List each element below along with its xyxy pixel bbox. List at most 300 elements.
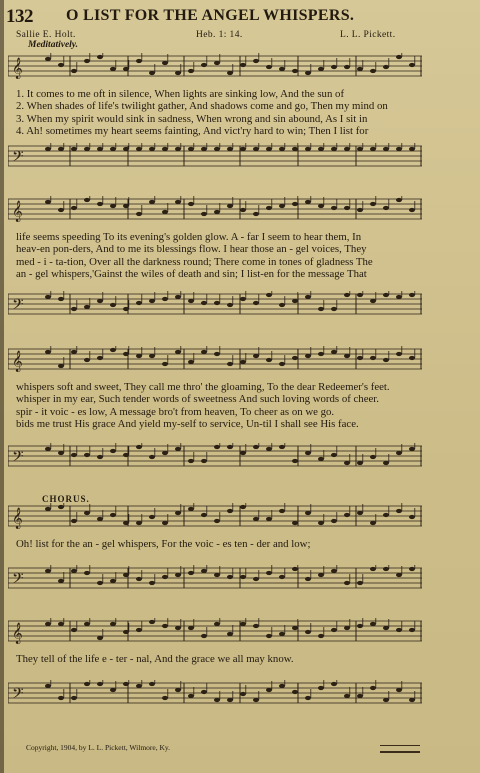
note-head (162, 451, 168, 455)
note-head (240, 297, 246, 301)
note-head (227, 204, 233, 208)
note-head (214, 445, 220, 449)
note-head (357, 208, 363, 212)
note-head (409, 293, 415, 297)
note-head (409, 63, 415, 67)
note-head (45, 622, 51, 626)
note-head (45, 350, 51, 354)
note-head (110, 67, 116, 71)
note-head (110, 204, 116, 208)
note-head (344, 354, 350, 358)
note-head (227, 147, 233, 151)
note-head (318, 307, 324, 311)
note-head (409, 567, 415, 571)
note-head (383, 698, 389, 702)
note-head (71, 628, 77, 632)
note-head (344, 694, 350, 698)
lyric-line: spir - it voic - es low, A message bro't from heaven, To cheer as on we go. (16, 405, 335, 418)
note-head (175, 573, 181, 577)
note-head (175, 147, 181, 151)
note-head (97, 581, 103, 585)
note-head (396, 295, 402, 299)
note-head (266, 147, 272, 151)
lyric-line: whisper in my ear, Such tender words of sweetness And such loving words of cheer. (16, 393, 379, 406)
note-head (266, 571, 272, 575)
clef-icon: 𝄞 (12, 508, 23, 529)
note-head (292, 202, 298, 206)
verse-lyrics-block-3 (16, 381, 421, 431)
note-head (110, 147, 116, 151)
note-head (305, 354, 311, 358)
lyricist-credit: Sallie E. Holt. (16, 30, 76, 40)
note-head (331, 519, 337, 523)
composer-credit: L. L. Pickett. (340, 30, 396, 40)
copyright-notice: Copyright, 1904, by L. L. Pickett, Wilmore, Ky. (26, 743, 171, 752)
note-head (305, 147, 311, 151)
note-head (396, 55, 402, 59)
note-head (318, 573, 324, 577)
note-head (370, 299, 376, 303)
note-head (175, 447, 181, 451)
bass-staff (8, 443, 422, 469)
note-head (331, 206, 337, 210)
note-head (188, 626, 194, 630)
bass-staff (8, 680, 422, 706)
note-head (240, 622, 246, 626)
note-head (123, 67, 129, 71)
note-head (279, 509, 285, 513)
note-head (123, 682, 129, 686)
note-head (292, 356, 298, 360)
note-head (58, 505, 64, 509)
lyric-line: an - gel whispers,'Gainst the wiles of death and sin; I list-en for the message That (16, 268, 367, 281)
note-head (71, 69, 77, 73)
clef-icon: 𝄞 (12, 351, 23, 372)
bass-staff (8, 565, 422, 591)
note-head (240, 147, 246, 151)
note-head (279, 67, 285, 71)
note-head (175, 511, 181, 515)
note-head (45, 507, 51, 511)
note-head (188, 571, 194, 575)
note-head (214, 61, 220, 65)
note-head (84, 571, 90, 575)
note-head (383, 65, 389, 69)
note-head (318, 352, 324, 356)
note-head (409, 208, 415, 212)
treble-staff (8, 346, 422, 372)
note-head (214, 519, 220, 523)
note-head (84, 305, 90, 309)
note-head (292, 690, 298, 694)
note-head (58, 364, 64, 368)
note-head (318, 67, 324, 71)
note-head (396, 352, 402, 356)
note-head (110, 303, 116, 307)
note-head (58, 297, 64, 301)
hymn-title: O LIST FOR THE ANGEL WHISPERS. (66, 7, 355, 24)
note-head (331, 569, 337, 573)
note-head (370, 356, 376, 360)
note-head (344, 581, 350, 585)
note-head (45, 569, 51, 573)
note-head (292, 626, 298, 630)
note-head (279, 445, 285, 449)
note-head (240, 692, 246, 696)
note-head (175, 350, 181, 354)
chorus-label: CHORUS. (42, 494, 90, 504)
note-head (149, 455, 155, 459)
note-head (84, 622, 90, 626)
note-head (266, 517, 272, 521)
note-head (45, 447, 51, 451)
note-head (84, 453, 90, 457)
note-head (188, 299, 194, 303)
note-head (331, 307, 337, 311)
note-head (227, 303, 233, 307)
note-head (149, 200, 155, 204)
note-head (383, 626, 389, 630)
note-head (253, 445, 259, 449)
note-head (344, 626, 350, 630)
note-head (318, 521, 324, 525)
clef-icon: 𝄢 (12, 570, 24, 591)
note-head (253, 517, 259, 521)
note-head (97, 517, 103, 521)
note-head (253, 698, 259, 702)
clef-icon: 𝄢 (12, 148, 24, 169)
note-head (227, 71, 233, 75)
note-head (253, 212, 259, 216)
note-head (201, 569, 207, 573)
note-head (136, 59, 142, 63)
note-head (136, 577, 142, 581)
note-head (136, 147, 142, 151)
note-head (58, 208, 64, 212)
bass-staff (8, 143, 422, 169)
note-head (162, 696, 168, 700)
note-head (409, 356, 415, 360)
note-head (253, 577, 259, 581)
note-head (162, 521, 168, 525)
note-head (175, 200, 181, 204)
note-head (214, 147, 220, 151)
note-head (58, 147, 64, 151)
note-head (357, 356, 363, 360)
note-head (409, 447, 415, 451)
note-head (214, 210, 220, 214)
note-head (45, 684, 51, 688)
note-head (409, 515, 415, 519)
clef-icon: 𝄢 (12, 685, 24, 706)
note-head (214, 301, 220, 305)
note-head (188, 360, 194, 364)
chorus-lyric-line: They tell of the life e - ter - nal, And the grace we all may know. (16, 653, 294, 665)
note-head (123, 352, 129, 356)
note-head (357, 461, 363, 465)
note-head (123, 573, 129, 577)
note-head (188, 507, 194, 511)
note-head (344, 293, 350, 297)
note-head (331, 65, 337, 69)
note-head (136, 628, 142, 632)
note-head (162, 147, 168, 151)
note-head (396, 573, 402, 577)
lyric-line: 2. When shades of life's twilight gather, And shadows come and go, Then my mind on (16, 100, 388, 113)
note-head (396, 451, 402, 455)
verse-lyrics-block-2 (16, 231, 421, 281)
note-head (266, 293, 272, 297)
note-head (97, 682, 103, 686)
note-head (58, 63, 64, 67)
note-head (162, 575, 168, 579)
note-head (253, 624, 259, 628)
note-head (331, 682, 337, 686)
lyric-line: 3. When my spirit would sink in sadness, When wrong and sin abound, As I sit in (16, 112, 368, 125)
note-head (305, 696, 311, 700)
note-head (84, 59, 90, 63)
note-head (344, 206, 350, 210)
note-head (97, 455, 103, 459)
lyric-line: bids me trust His grace And yield my-self to service, Un-til I shall see His face. (16, 418, 359, 431)
note-head (110, 348, 116, 352)
note-head (279, 362, 285, 366)
note-head (396, 628, 402, 632)
note-head (305, 511, 311, 515)
note-head (175, 688, 181, 692)
note-head (214, 573, 220, 577)
note-head (383, 461, 389, 465)
note-head (110, 579, 116, 583)
page-edge (0, 0, 4, 773)
note-head (344, 461, 350, 465)
verse-lyrics-block-1 (16, 88, 421, 138)
note-head (227, 362, 233, 366)
note-head (266, 634, 272, 638)
note-head (149, 71, 155, 75)
note-head (110, 688, 116, 692)
note-head (162, 210, 168, 214)
note-head (136, 212, 142, 216)
note-head (357, 293, 363, 297)
note-head (162, 297, 168, 301)
note-head (357, 147, 363, 151)
clef-icon: 𝄞 (12, 201, 23, 222)
hymn-number: 132 (6, 6, 33, 27)
note-head (97, 55, 103, 59)
note-head (331, 628, 337, 632)
note-head (58, 451, 64, 455)
lyric-line: whispers soft and sweet, They call me thro' the gloaming, To the dear Redeemer's feet. (16, 381, 390, 393)
note-head (175, 626, 181, 630)
note-head (409, 147, 415, 151)
note-head (370, 521, 376, 525)
note-head (383, 358, 389, 362)
clef-icon: 𝄞 (12, 623, 23, 644)
note-head (188, 147, 194, 151)
note-head (344, 65, 350, 69)
note-head (84, 198, 90, 202)
treble-staff (8, 53, 422, 79)
note-head (227, 509, 233, 513)
note-head (175, 71, 181, 75)
note-head (110, 513, 116, 517)
note-head (71, 569, 77, 573)
note-head (279, 632, 285, 636)
note-head (279, 575, 285, 579)
note-head (201, 350, 207, 354)
note-head (45, 147, 51, 151)
clef-icon: 𝄢 (12, 296, 24, 317)
note-head (383, 206, 389, 210)
note-head (344, 513, 350, 517)
note-head (305, 577, 311, 581)
note-head (71, 206, 77, 210)
note-head (279, 147, 285, 151)
note-head (409, 698, 415, 702)
note-head (396, 198, 402, 202)
note-head (305, 630, 311, 634)
chorus-lyric-line: Oh! list for the an - gel whispers, For the voic - es ten - der and low; (16, 538, 311, 550)
note-head (227, 575, 233, 579)
note-head (136, 354, 142, 358)
note-head (279, 684, 285, 688)
note-head (292, 147, 298, 151)
note-head (123, 307, 129, 311)
note-head (97, 299, 103, 303)
tempo-marking: Meditatively. (28, 40, 79, 50)
note-head (396, 688, 402, 692)
note-head (188, 694, 194, 698)
note-head (396, 147, 402, 151)
lyric-line: 4. Ah! sometimes my heart seems fainting, And vict'ry hard to win; Then I list for (16, 125, 369, 138)
note-head (344, 147, 350, 151)
note-head (201, 513, 207, 517)
lyric-line: heav-en pon-ders, And to me its blessings flow. I hear those an - gel voices, They (16, 243, 367, 256)
lyric-line: life seems speeding To its evening's golden glow. A - far I seem to hear them, In (16, 231, 362, 243)
note-head (279, 204, 285, 208)
note-head (188, 202, 194, 206)
note-head (97, 636, 103, 640)
note-head (84, 511, 90, 515)
note-head (318, 457, 324, 461)
note-head (370, 686, 376, 690)
note-head (370, 455, 376, 459)
note-head (383, 147, 389, 151)
note-head (136, 301, 142, 305)
note-head (175, 295, 181, 299)
note-head (123, 204, 129, 208)
note-head (136, 521, 142, 525)
bass-staff (8, 291, 422, 317)
note-head (240, 360, 246, 364)
note-head (227, 698, 233, 702)
note-head (149, 354, 155, 358)
note-head (383, 567, 389, 571)
note-head (123, 521, 129, 525)
note-head (357, 624, 363, 628)
note-head (318, 204, 324, 208)
note-head (71, 307, 77, 311)
note-head (149, 620, 155, 624)
lyric-line: 1. It comes to me oft in silence, When lights are sinking low, And the sun of (16, 88, 345, 100)
note-head (370, 147, 376, 151)
note-head (84, 147, 90, 151)
note-head (357, 511, 363, 515)
note-head (71, 350, 77, 354)
note-head (110, 622, 116, 626)
note-head (58, 579, 64, 583)
note-head (149, 682, 155, 686)
note-head (292, 299, 298, 303)
note-head (240, 208, 246, 212)
note-head (162, 624, 168, 628)
note-head (318, 686, 324, 690)
note-head (201, 459, 207, 463)
note-head (383, 513, 389, 517)
note-head (292, 459, 298, 463)
note-head (136, 445, 142, 449)
note-head (188, 459, 194, 463)
note-head (318, 634, 324, 638)
note-head (266, 447, 272, 451)
note-head (123, 453, 129, 457)
treble-staff (8, 618, 422, 644)
note-head (370, 622, 376, 626)
note-head (253, 354, 259, 358)
note-head (331, 453, 337, 457)
note-head (292, 69, 298, 73)
note-head (71, 147, 77, 151)
note-head (227, 632, 233, 636)
note-head (370, 69, 376, 73)
note-head (45, 295, 51, 299)
note-head (305, 451, 311, 455)
clef-icon: 𝄢 (12, 448, 24, 469)
note-head (253, 147, 259, 151)
note-head (240, 451, 246, 455)
note-head (370, 567, 376, 571)
note-head (383, 293, 389, 297)
note-head (136, 684, 142, 688)
note-head (84, 358, 90, 362)
note-head (253, 301, 259, 305)
note-head (370, 202, 376, 206)
note-head (71, 696, 77, 700)
note-head (331, 350, 337, 354)
note-head (45, 200, 51, 204)
note-head (149, 147, 155, 151)
note-head (214, 698, 220, 702)
note-head (97, 356, 103, 360)
note-head (84, 682, 90, 686)
note-head (58, 696, 64, 700)
note-head (71, 519, 77, 523)
note-head (227, 445, 233, 449)
note-head (305, 295, 311, 299)
note-head (305, 200, 311, 204)
note-head (331, 147, 337, 151)
note-head (71, 453, 77, 457)
note-head (45, 57, 51, 61)
scripture-reference: Heb. 1: 14. (196, 30, 243, 40)
note-head (357, 694, 363, 698)
note-head (357, 67, 363, 71)
note-head (279, 303, 285, 307)
note-head (149, 581, 155, 585)
note-head (266, 688, 272, 692)
note-head (162, 362, 168, 366)
